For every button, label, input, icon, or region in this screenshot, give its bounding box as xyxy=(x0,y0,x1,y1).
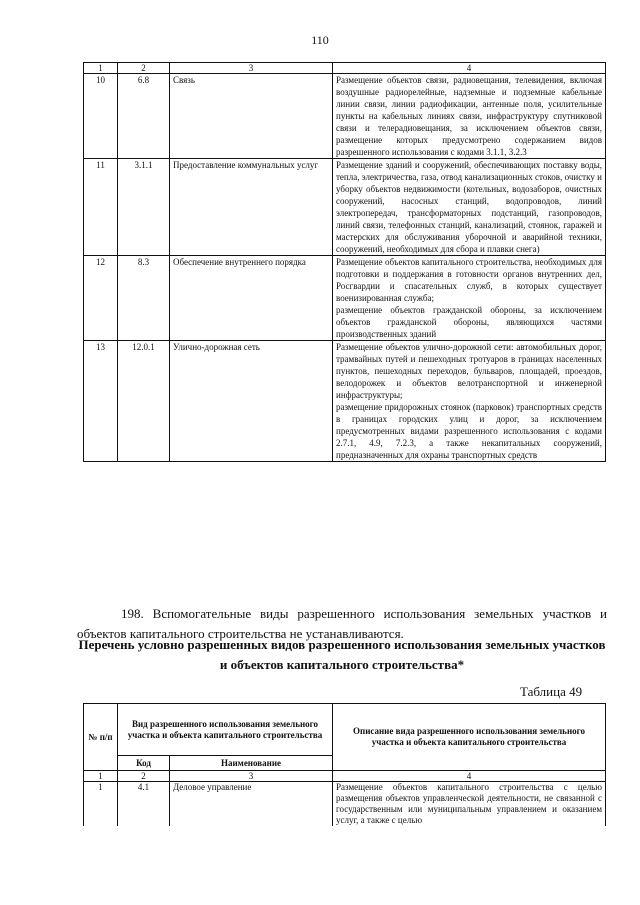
use-name: Улично-дорожная сеть xyxy=(170,341,333,462)
use-description xyxy=(333,341,606,462)
description-paragraph: размещение придорожных стоянок (парковок) транспортных средств в границах городских улиц и дорог, за исключением предусмотренных видами разрешенного использования с кодами 2.7.1, 4.9, 7.2.3, а также некапитальных сооружений, предназначенных для охраны транспортных средств xyxy=(336,402,602,460)
use-code: 12.0.1 xyxy=(118,341,170,462)
paragraph-198: 198. Вспомогательные виды разрешенного использования земельных участков и объектов капитального строительства не устанавливаются. xyxy=(77,606,607,641)
column-number: 4 xyxy=(333,63,606,74)
use-description xyxy=(333,74,606,159)
use-name: Обеспечение внутреннего порядка xyxy=(170,256,333,341)
use-description xyxy=(333,159,606,256)
use-description: Размещение объектов капитального строительства с целью размещения объектов управленческой деятельности, не связанной с государственным или муниципальным управлением и оказанием услуг, а также с целью xyxy=(333,782,606,827)
description-paragraph: Размещение объектов улично-дорожной сети: автомобильных дорог, трамвайных путей и пешеходных тротуаров в границах населенных пунктов, пешеходных переходов, бульваров, площадей, проездов, велодорожек и объектов велотранспортной и инженерной инфраструктуры; xyxy=(336,342,602,400)
column-number: 1 xyxy=(84,771,118,782)
row-number: 13 xyxy=(84,341,118,462)
column-header-kind: Вид разрешенного использования земельного участка и объекта капитального строительства xyxy=(118,704,333,756)
use-description xyxy=(333,256,606,341)
table-caption: Таблица 49 xyxy=(520,684,583,699)
use-code: 4.1 xyxy=(118,782,170,827)
table-row xyxy=(84,256,606,341)
table-row xyxy=(84,341,606,462)
use-name: Деловое управление xyxy=(170,782,333,827)
description-paragraph: Размещение зданий и сооружений, обеспечивающих поставку воды, тепла, электричества, газа, отвод канализационных стоков, очистку и уборку объектов недвижимости (котельных, водозаборов, очистных сооружений, насосных станций, водопроводов, линий электропередач, трансформаторных подстанций, газопроводов, линий связи, телефонных станций, канализаций, стоянок, гаражей и мастерских для обслуживания уборочной и аварийной техники, сооружений, необходимых для сбора и плавки снега) xyxy=(336,160,602,254)
table-row xyxy=(84,74,606,159)
table-row xyxy=(84,782,606,827)
description-paragraph: Размещение объектов капитального строительства, необходимых для подготовки и поддержания в готовности органов внутренних дел, Росгвардии и спасательных служб, в которых существует военизированная служба; xyxy=(336,257,602,303)
column-number: 3 xyxy=(170,63,333,74)
column-header-description: Описание вида разрешенного использования земельного участка и объекта капитального строительства xyxy=(333,704,606,771)
description-paragraph: размещение объектов гражданской обороны, за исключением объектов гражданской обороны, являющихся частями производственных зданий xyxy=(336,305,602,339)
description-paragraph: Размещение объектов связи, радиовещания, телевидения, включая воздушные радиорелейные, надземные и подземные кабельные линии связи, линии радиофикации, антенные поля, усилительные пункты на кабельных линиях связи, инфраструктуру спутниковой связи и телерадиовещания, за исключением объектов связи, размещение которых предусмотрено содержанием видов разрешенного использования с кодами 3.1.1, 3.2.3 xyxy=(336,75,602,157)
section-heading: Перечень условно разрешенных видов разрешенного использования земельных участков и объектов капитального строительства* xyxy=(78,637,606,672)
use-code: 8.3 xyxy=(118,256,170,341)
column-number: 2 xyxy=(118,63,170,74)
column-number: 3 xyxy=(170,771,333,782)
use-name: Предоставление коммунальных услуг xyxy=(170,159,333,256)
column-header-code: Код xyxy=(118,756,170,771)
column-header-number: № п/п xyxy=(84,704,118,771)
table-header-row xyxy=(84,704,606,756)
zoning-table-continuation xyxy=(83,62,606,462)
row-number: 10 xyxy=(84,74,118,159)
row-number: 12 xyxy=(84,256,118,341)
table-column-numbers xyxy=(84,771,606,782)
column-number: 4 xyxy=(333,771,606,782)
use-code: 6.8 xyxy=(118,74,170,159)
column-header-name: Наименование xyxy=(170,756,333,771)
row-number: 1 xyxy=(84,782,118,827)
page-number: 110 xyxy=(311,33,329,47)
table-column-numbers xyxy=(84,63,606,74)
use-code: 3.1.1 xyxy=(118,159,170,256)
use-name: Связь xyxy=(170,74,333,159)
table-row xyxy=(84,159,606,256)
column-number: 1 xyxy=(84,63,118,74)
conditional-uses-table xyxy=(83,703,606,826)
column-number: 2 xyxy=(118,771,170,782)
row-number: 11 xyxy=(84,159,118,256)
